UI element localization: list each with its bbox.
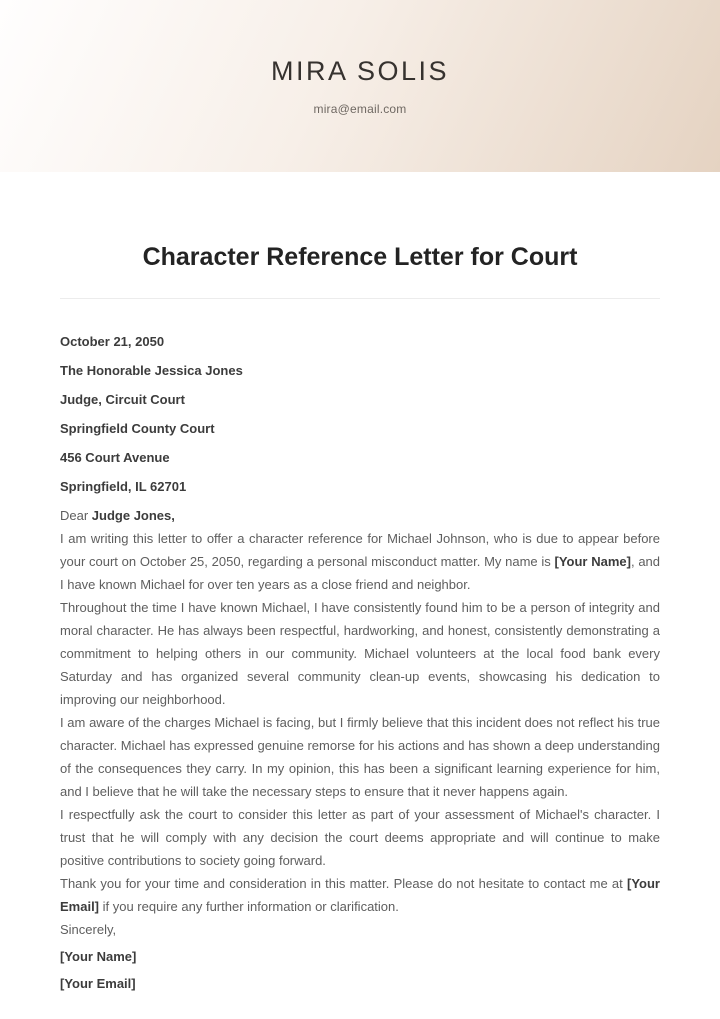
text-segment: Throughout the time I have known Michael, I have consistently found him to be a person of integrity and moral character. He has always been respectful, hardworking, and honest, consistently demonstrating a commitment to helping others in our community. Michael volunteers at the local food bank every Saturday and has organized several community clean-up events, showcasing his dedication to improving our neighborhood. (60, 600, 660, 707)
letter-document (0, 242, 720, 995)
signature-line: [Your Email] (60, 976, 136, 991)
recipient-line: Springfield, IL 62701 (60, 479, 187, 494)
signature-block (60, 945, 660, 995)
recipient-line: 456 Court Avenue (60, 450, 170, 465)
letterhead-name: MIRA SOLIS (270, 56, 450, 86)
letterhead (0, 0, 720, 172)
letter-paragraph (60, 872, 660, 918)
signature-line: [Your Name] (60, 949, 137, 964)
text-segment: I am aware of the charges Michael is facing, but I firmly believe that this incident does not reflect his true character. Michael has expressed genuine remorse for his actions and has shown a deep understanding of the consequences they carry. In my opinion, this has been a significant learning experience for him, and I believe that he will take the necessary steps to ensure that it never happens again. (60, 715, 660, 799)
placeholder-text: Judge Jones, (91, 508, 175, 523)
letter-paragraph (60, 803, 660, 872)
text-segment: , and I have known Michael for over ten years as a close friend and neighbor. (60, 554, 661, 592)
recipient-line: The Honorable Jessica Jones (60, 363, 243, 378)
page-title: Character Reference Letter for Court (142, 243, 578, 271)
recipient-block (60, 359, 660, 498)
letter-content (60, 330, 660, 995)
valediction: Sincerely, (60, 922, 117, 937)
letter-paragraph (60, 711, 660, 803)
salutation (60, 504, 660, 527)
recipient-line: Springfield County Court (60, 421, 215, 436)
text-segment: Dear (60, 508, 92, 523)
placeholder-text: [Your Name] (554, 554, 631, 569)
text-segment: Thank you for your time and consideration in this matter. Please do not hesitate to contact me at (60, 876, 628, 891)
title-divider (60, 298, 660, 299)
text-segment: I respectfully ask the court to consider this letter as part of your assessment of Michael's character. I trust that he will comply with any decision the court deems appropriate and will continue to make positive contributions to society going forward. (60, 807, 660, 868)
letter-paragraph (60, 527, 660, 596)
letterhead-email: mira@email.com (313, 102, 407, 116)
recipient-line: Judge, Circuit Court (60, 392, 185, 407)
text-segment: if you require any further information or clarification. (99, 899, 399, 914)
letter-date: October 21, 2050 (60, 334, 165, 349)
paragraphs-block (60, 527, 660, 918)
text-segment: I am writing this letter to offer a character reference for Michael Johnson, who is due to appear before your court on October 25, 2050, regarding a personal misconduct matter. My name is (60, 531, 660, 569)
placeholder-text: [Your Email] (60, 876, 660, 914)
letter-paragraph (60, 596, 660, 711)
